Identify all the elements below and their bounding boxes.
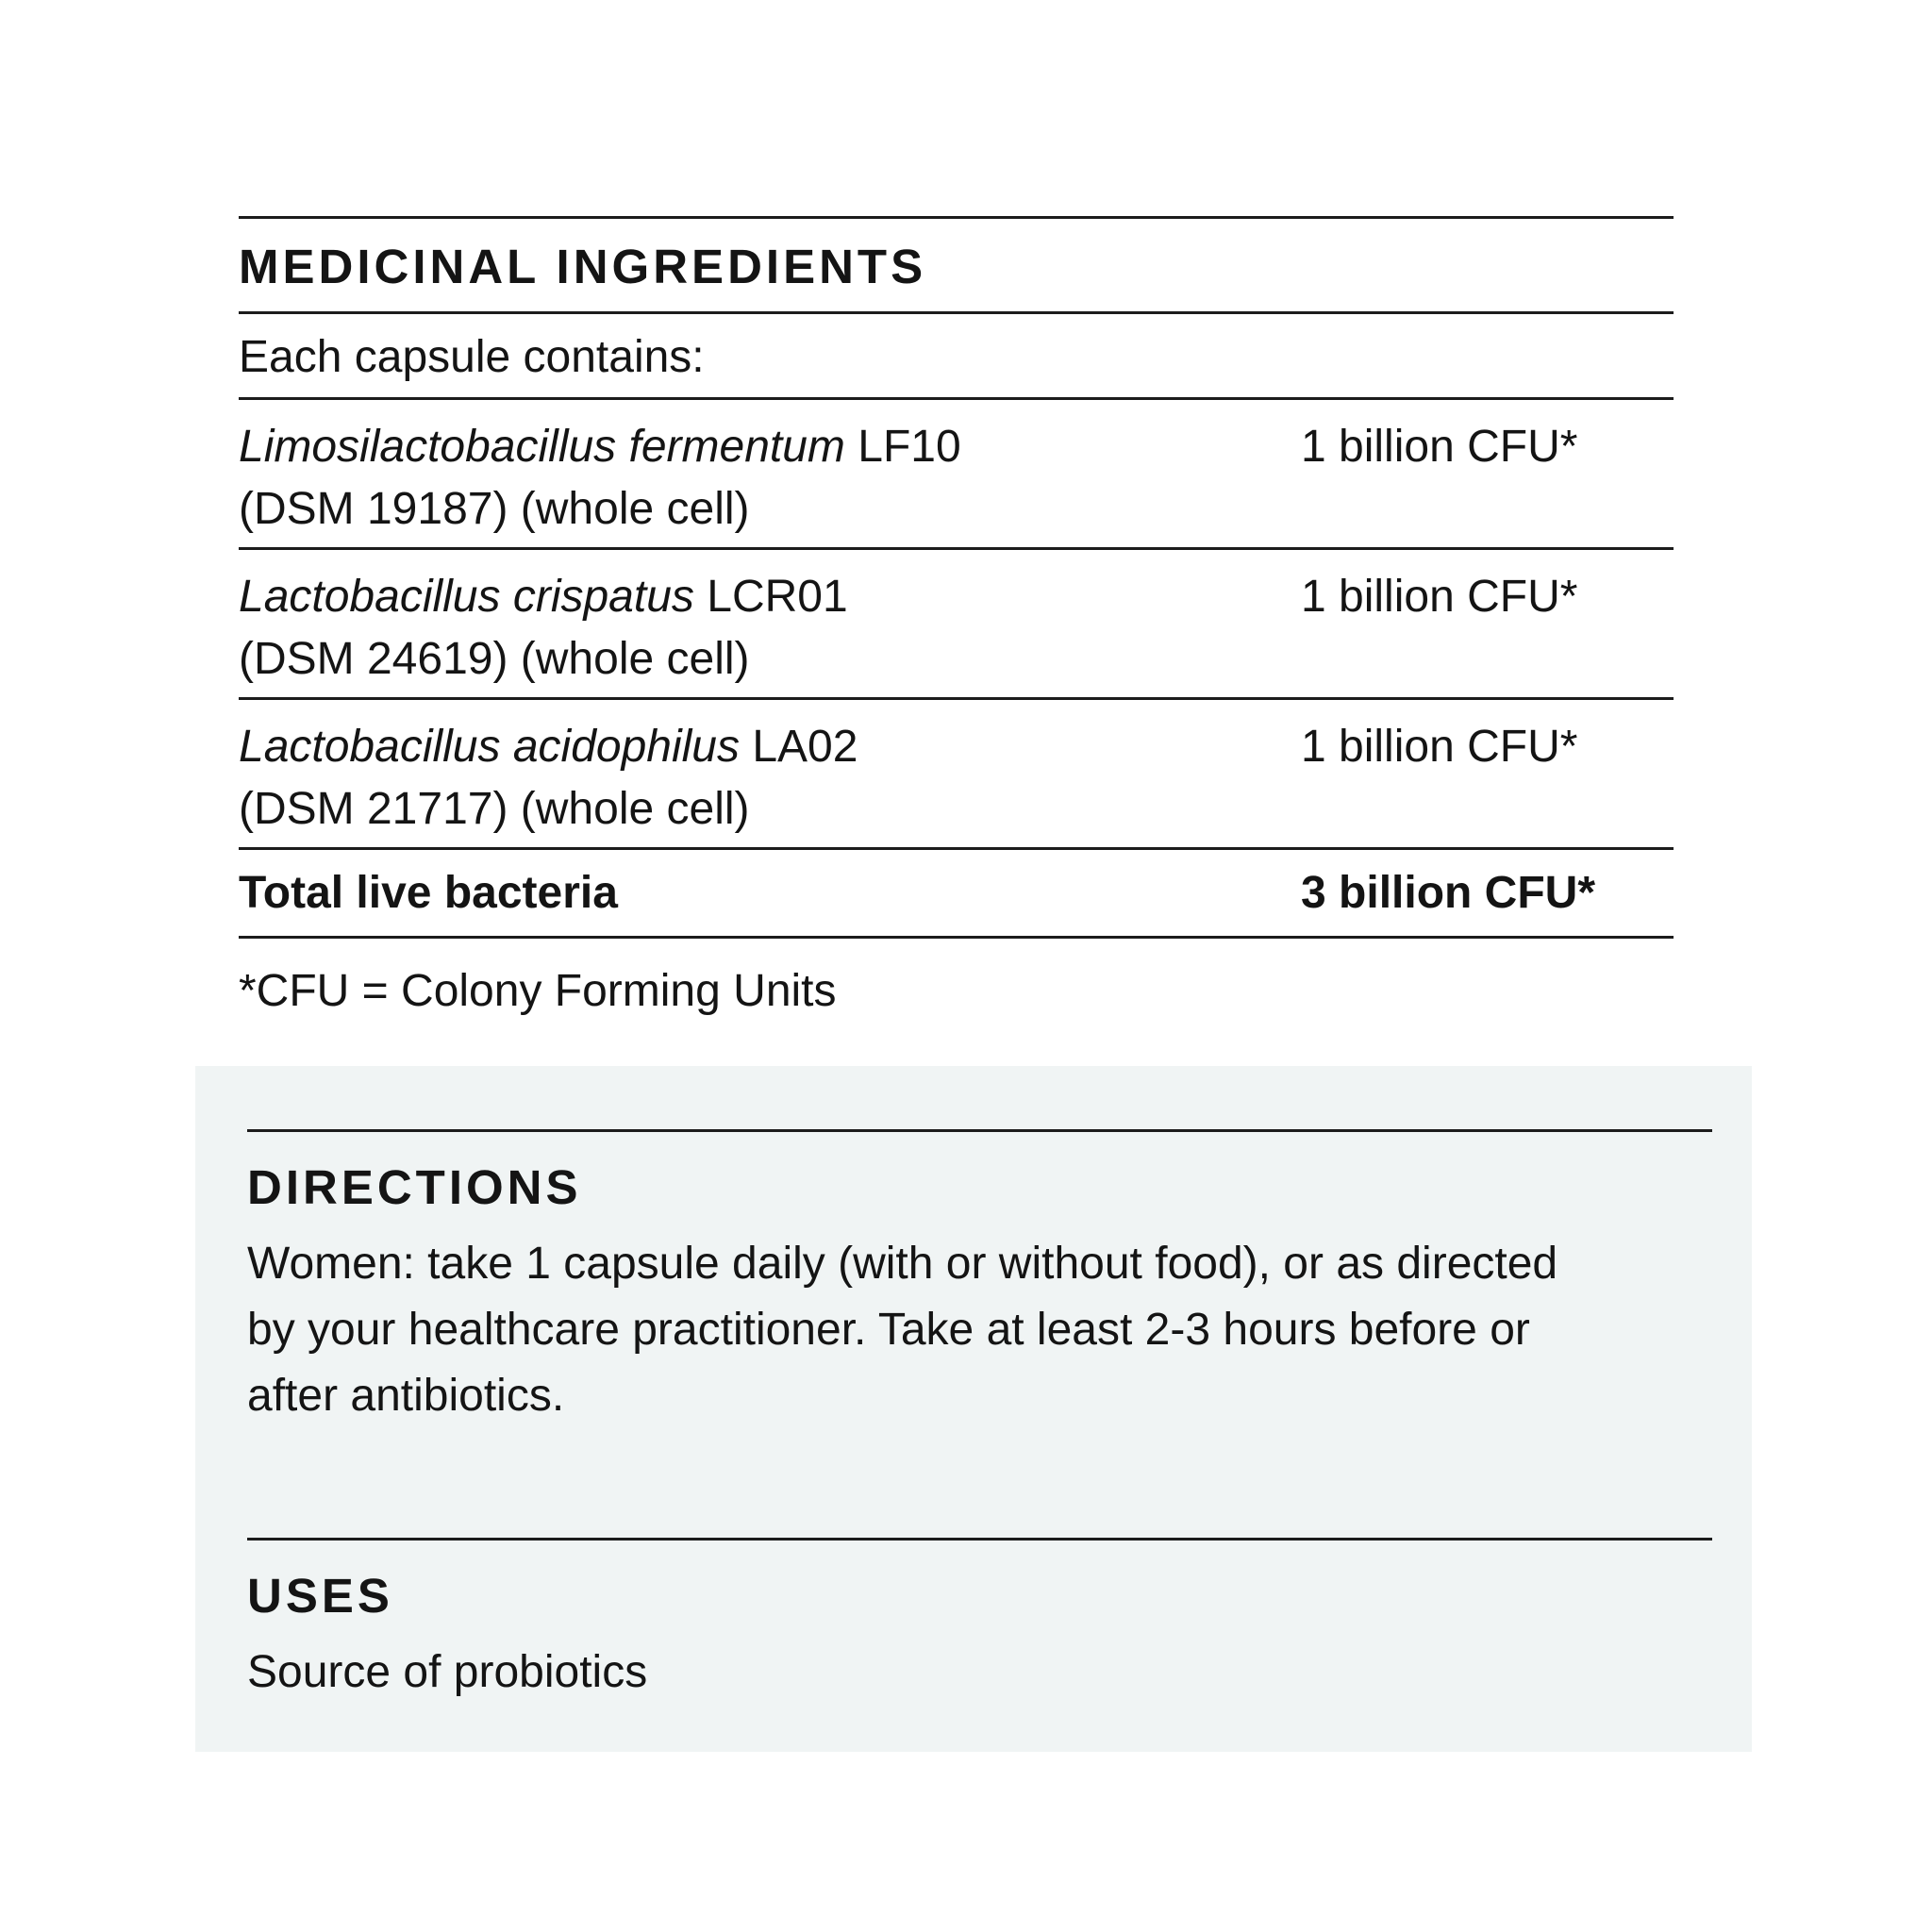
ingredient-name <box>239 566 1276 697</box>
ingredient-deposit: (DSM 24619) (whole cell) <box>239 634 750 684</box>
total-label: Total live bacteria <box>239 868 618 918</box>
total-amount: 3 billion CFU* <box>1301 867 1595 918</box>
divider <box>247 1538 1712 1541</box>
directions-section <box>247 1129 1712 1429</box>
ingredients-heading: MEDICINAL INGREDIENTS <box>239 239 927 293</box>
ingredient-strain: LA02 <box>740 722 858 772</box>
directions-uses-panel <box>195 1066 1752 1752</box>
directions-text: Women: take 1 capsule daily (with or without food), or as directed by your healthcare practitioner. Take at least 2-3 hours before or after antibiotics. <box>247 1239 1558 1421</box>
ingredient-deposit: (DSM 21717) (whole cell) <box>239 784 750 834</box>
divider <box>239 936 1674 939</box>
cfu-footnote: *CFU = Colony Forming Units <box>239 966 837 1016</box>
ingredient-latin-name: Lactobacillus acidophilus <box>239 722 740 772</box>
ingredient-row <box>239 400 1674 547</box>
ingredient-name <box>239 416 1276 547</box>
ingredient-name <box>239 716 1276 847</box>
uses-section <box>247 1538 1712 1706</box>
medicinal-ingredients-table <box>239 216 1674 1017</box>
ingredients-subheading: Each capsule contains: <box>239 331 705 382</box>
divider <box>247 1129 1712 1132</box>
directions-heading: DIRECTIONS <box>247 1160 582 1214</box>
ingredient-amount: 1 billion CFU* <box>1301 722 1578 772</box>
uses-heading: USES <box>247 1569 393 1623</box>
total-row <box>239 850 1674 936</box>
uses-text: Source of probiotics <box>247 1647 648 1697</box>
ingredient-row <box>239 700 1674 847</box>
ingredients-heading-row <box>239 219 1674 311</box>
ingredients-subheading-row <box>239 314 1674 397</box>
ingredient-deposit: (DSM 19187) (whole cell) <box>239 484 750 534</box>
ingredient-strain: LCR01 <box>693 572 848 622</box>
ingredient-amount: 1 billion CFU* <box>1301 572 1578 622</box>
ingredient-latin-name: Lactobacillus crispatus <box>239 572 694 622</box>
ingredient-latin-name: Limosilactobacillus fermentum <box>239 422 845 472</box>
ingredient-row <box>239 550 1674 697</box>
ingredient-amount: 1 billion CFU* <box>1301 422 1578 472</box>
ingredient-strain: LF10 <box>844 422 961 472</box>
